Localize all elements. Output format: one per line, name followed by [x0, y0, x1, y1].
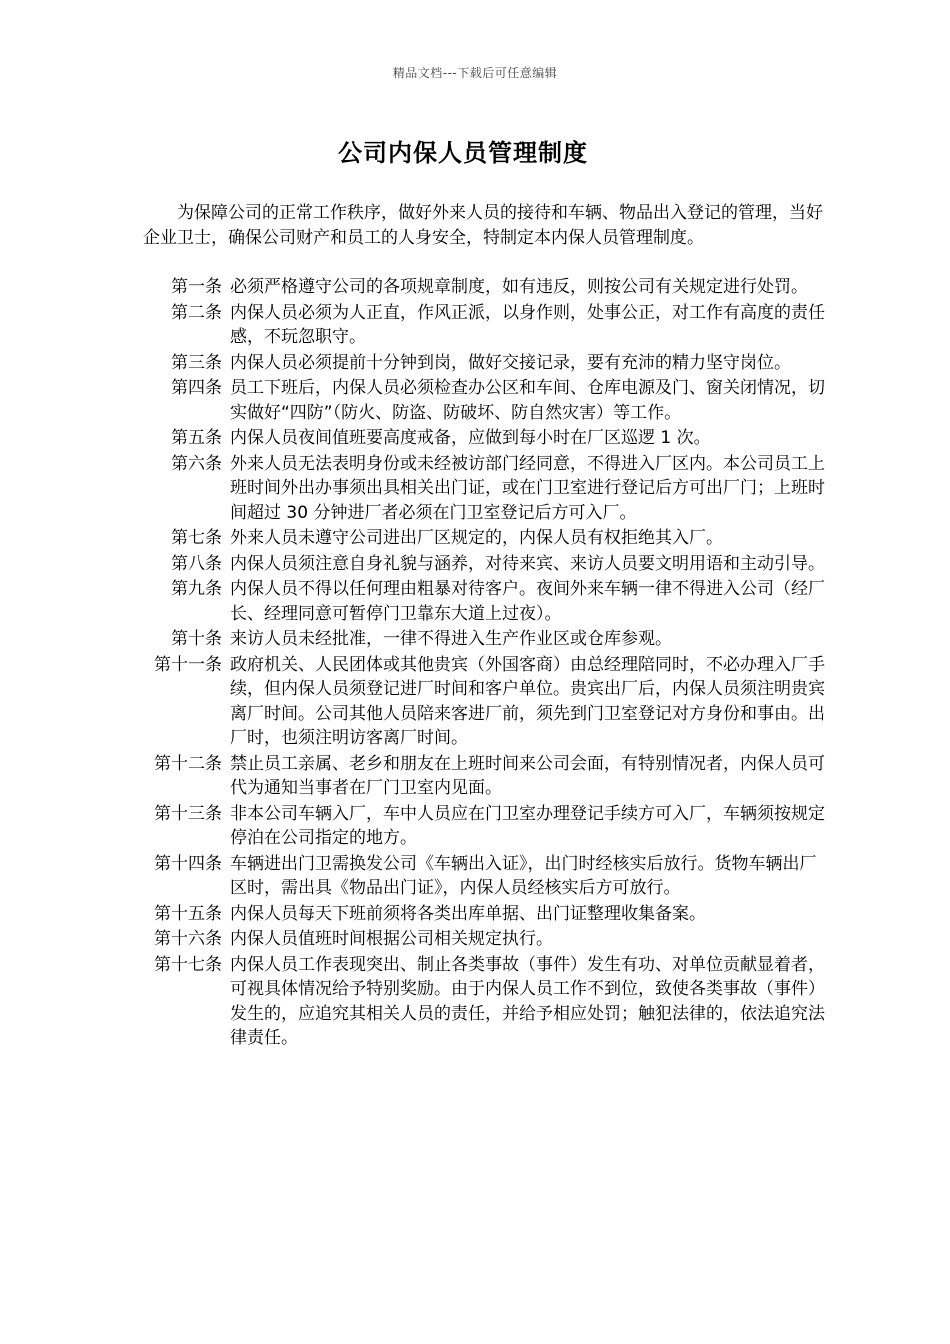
article-text: 政府机关、人民团体或其他贵宾（外国客商）由总经理陪同时，不必办理入厂手续，但内保人员须登记进厂时间和客户单位。贵宾出厂后，内保人员须注明贵宾离厂时间。公司其他人员陪来客进厂前，须先到门卫室登记对方身份和事由。出厂时，也须注明访客离厂时间。	[230, 654, 825, 748]
article-14	[143, 852, 833, 901]
article-text: 内保人员工作表现突出、制止各类事故（事件）发生有功、对单位贡献显着者，可视具体情况给予特别奖励。由于内保人员工作不到位，致使各类事故（事件）发生的，应追究其相关人员的责任，并给予相应处罚；触犯法律的，依法追究法律责任。	[230, 954, 825, 1048]
article-8	[143, 552, 833, 577]
article-10	[143, 627, 833, 652]
article-number: 第三条	[171, 352, 222, 373]
article-number: 第二条	[171, 302, 222, 323]
article-number: 第一条	[171, 277, 222, 297]
article-number: 第九条	[171, 579, 222, 599]
article-text: 内保人员不得以任何理由粗暴对待客户。夜间外来车辆一律不得进入公司（经厂长、经理同意可暂停门卫靠东大道上过夜）。	[230, 579, 825, 624]
article-text: 员工下班后，内保人员必须检查办公区和车间、仓库电源及门、窗关闭情况，切实做好“四防”（防火、防盗、防破坏、防自然灾害）等工作。	[230, 378, 825, 423]
article-number: 第十一条	[154, 654, 222, 675]
article-list	[143, 275, 833, 1052]
article-number: 第五条	[171, 428, 222, 448]
article-text: 内保人员必须提前十分钟到岗，做好交接记录，要有充沛的精力坚守岗位。	[230, 352, 791, 373]
article-6	[143, 452, 833, 526]
article-number: 第十六条	[154, 929, 222, 949]
article-13	[143, 802, 833, 851]
article-text: 外来人员无法表明身份或未经被访部门经同意，不得进入厂区内。本公司员工上班时间外出办事须出具相关出门证，或在门卫室进行登记后方可出厂门；上班时间超过 30 分钟进厂者必须在门卫室登记后方可入厂。	[230, 453, 825, 523]
article-text: 内保人员必须为人正直，作风正派，以身作则，处事公正，对工作有高度的责任感，不玩忽职守。	[230, 302, 825, 347]
article-number: 第八条	[171, 553, 222, 574]
article-text: 禁止员工亲属、老乡和朋友在上班时间来公司会面，有特别情况者，内保人员可代为通知当事者在厂门卫室内见面。	[230, 753, 825, 798]
article-text: 内保人员夜间值班要高度戒备，应做到每小时在厂区巡逻 1 次。	[230, 428, 711, 448]
article-number: 第十四条	[154, 853, 222, 874]
article-number: 第四条	[171, 378, 222, 398]
article-17	[143, 953, 833, 1051]
article-number: 第六条	[171, 453, 222, 474]
article-text: 车辆进出门卫需换发公司《车辆出入证》，出门时经核实后放行。货物车辆出厂区时，需出具《物品出门证》，内保人员经核实后方可放行。	[230, 853, 817, 898]
article-2	[143, 301, 833, 350]
article-text: 内保人员须注意自身礼貌与涵养，对待来宾、来访人员要文明用语和主动引导。	[230, 553, 825, 574]
article-number: 第十三条	[154, 803, 222, 824]
article-5	[143, 426, 833, 451]
article-15	[143, 902, 833, 927]
article-text: 内保人员值班时间根据公司相关规定执行。	[230, 929, 553, 949]
intro-paragraph: 为保障公司的正常工作秩序，做好外来人员的接待和车辆、物品出入登记的管理，当好企业卫士，确保公司财产和员工的人身安全，特制定本内保人员管理制度。	[143, 203, 823, 248]
article-16	[143, 927, 833, 952]
document-title: 公司内保人员管理制度	[338, 139, 588, 167]
article-11	[143, 653, 833, 751]
article-text: 来访人员未经批准，一律不得进入生产作业区或仓库参观。	[230, 629, 672, 649]
article-3	[143, 351, 833, 376]
article-7	[143, 526, 833, 551]
article-1	[143, 275, 833, 300]
article-9	[143, 577, 833, 626]
article-4	[143, 376, 833, 425]
article-text: 必须严格遵守公司的各项规章制度，如有违反，则按公司有关规定进行处罚。	[230, 277, 808, 297]
article-12	[143, 752, 833, 801]
article-text: 内保人员每天下班前须将各类出库单据、出门证整理收集备案。	[230, 903, 706, 924]
article-number: 第十条	[171, 629, 222, 649]
article-number: 第十二条	[154, 753, 222, 774]
article-number: 第十五条	[154, 903, 222, 924]
header-note: 精品文档---下载后可任意编辑	[392, 66, 558, 80]
article-text: 外来人员未遵守公司进出厂区规定的，内保人员有权拒绝其入厂。	[230, 528, 723, 548]
article-number: 第七条	[171, 528, 222, 548]
article-text: 非本公司车辆入厂，车中人员应在门卫室办理登记手续方可入厂，车辆须按规定停泊在公司指定的地方。	[230, 803, 825, 848]
article-number: 第十七条	[154, 954, 222, 975]
